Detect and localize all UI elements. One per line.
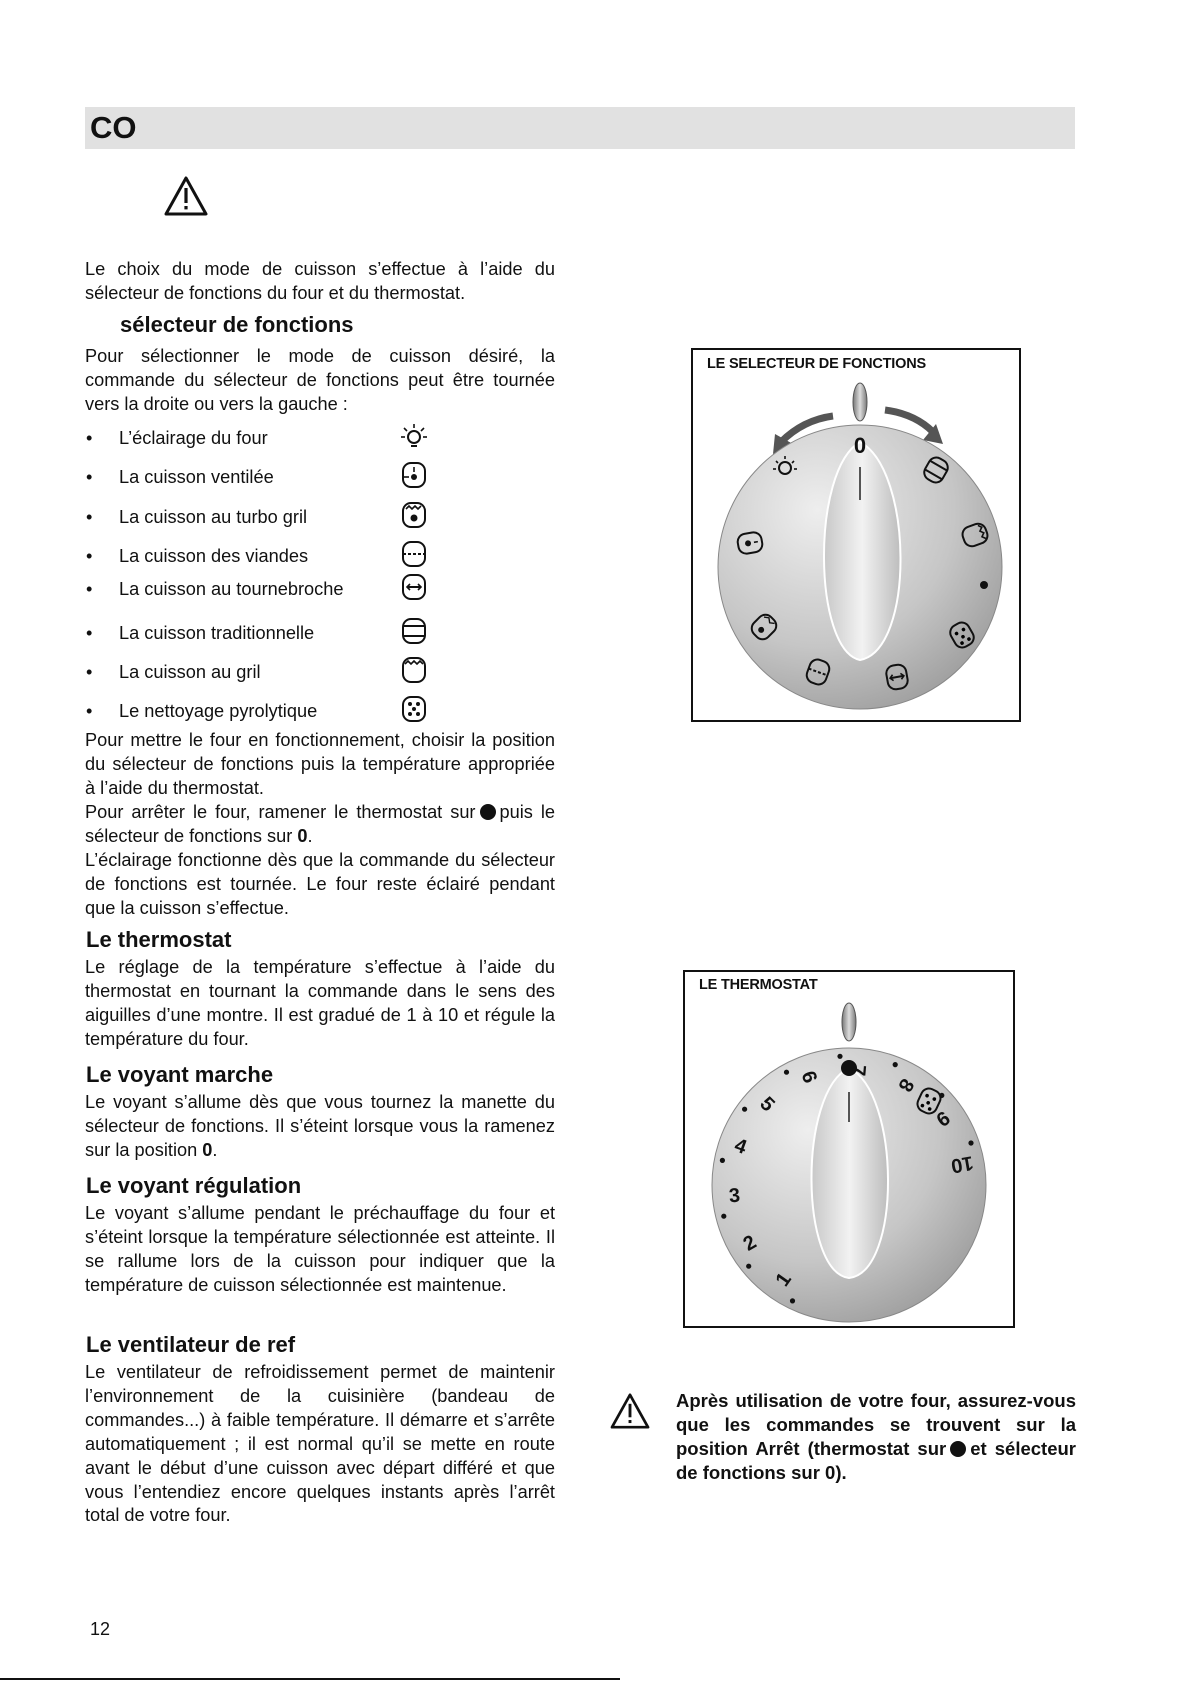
function-list-item: [86, 465, 446, 495]
traditional-oven-icon: [399, 616, 429, 646]
function-label: L’éclairage du four: [119, 428, 268, 448]
thermostat-mark: 5: [755, 1092, 779, 1117]
thermostat-mark-dot: [893, 1062, 898, 1067]
voyant-marche-heading: Le voyant marche: [86, 1062, 274, 1087]
thermostat-mark: 8: [893, 1074, 918, 1096]
light-paragraph: L’éclairage fonctionne dès que la commande du sélecteur de fonctions est tournée. Le four reste éclairé pendant que la cuisson s’effectue.: [85, 850, 555, 918]
function-label: La cuisson au turbo gril: [119, 507, 308, 527]
thermostat-mark-dot: [939, 1093, 944, 1098]
thermostat-mark-dot: [742, 1107, 747, 1112]
stop-text-a: Pour arrêter le four, ramener le thermostat sur: [85, 802, 476, 822]
selector-lead: Pour sélectionner le mode de cuisson désiré, la commande du sélecteur de fonctions peut être tournée vers la droite ou vers la gauche :: [85, 346, 555, 414]
ventilateur-heading: Le ventilateur de ref: [86, 1332, 296, 1357]
thermostat-mark: 9: [931, 1105, 954, 1131]
section-header-bar: [85, 107, 1075, 149]
bullet: •: [86, 507, 93, 527]
function-list-item: [86, 660, 446, 690]
knob-pointer: [853, 383, 867, 421]
off-dot-icon: [480, 804, 496, 820]
bullet: •: [86, 623, 93, 643]
function-list-item: [86, 505, 446, 535]
function-label: La cuisson au gril: [119, 662, 261, 682]
warning-note-text-a: Après utilisation de votre four, assurez-vous que les commandes se trouvent sur la position Arrêt (thermostat sur: [676, 1390, 1076, 1459]
thermostat-mark: 2: [739, 1231, 761, 1256]
thermostat-mark: 6: [796, 1068, 821, 1087]
fan-oven-icon: [399, 460, 429, 490]
bottom-rule: [0, 1678, 620, 1680]
bullet: •: [86, 428, 93, 448]
thermostat-pointer: [842, 1003, 856, 1041]
turbo-grill-icon: [399, 500, 429, 530]
pyrolytic-icon: [399, 694, 429, 724]
warning-triangle-icon: [164, 176, 208, 216]
stop-paragraph: [85, 801, 555, 849]
function-list-item: [86, 577, 446, 607]
grill-icon: [399, 655, 429, 685]
thermostat-mark-dot: [746, 1264, 751, 1269]
stop-text-b: puis le sélecteur de fonctions sur: [85, 802, 556, 846]
thermostat-heading: Le thermostat: [86, 927, 232, 952]
function-list-item: [86, 621, 446, 651]
dial-off-dot-icon: [980, 581, 988, 589]
function-label: La cuisson ventilée: [119, 467, 274, 487]
voyant-marche-end: .: [212, 1139, 218, 1160]
thermostat-mark: 4: [731, 1134, 750, 1159]
selector-heading: sélecteur de fonctions: [120, 312, 354, 337]
rotisserie-icon: [399, 572, 429, 602]
thermostat-panel: [683, 970, 1015, 1328]
voyant-marche-zero: 0: [202, 1139, 213, 1160]
function-label: La cuisson au tournebroche: [119, 579, 344, 599]
selector-panel: [691, 348, 1021, 722]
function-label: La cuisson traditionnelle: [119, 623, 315, 643]
function-list-item: [86, 426, 446, 456]
voyant-marche-text: Le voyant s’allume dès que vous tournez la manette du sélecteur de fonctions. Il s’éteint lorsque vous la ramenez sur la position: [85, 1092, 555, 1160]
section-code: CO: [90, 110, 137, 145]
stop-text-end: .: [307, 825, 313, 846]
warning-note-icon: [610, 1393, 650, 1429]
thermostat-mark-dot: [721, 1214, 726, 1219]
intro-paragraph: Le choix du mode de cuisson s’effectue à l’aide du sélecteur de fonctions du four et du thermostat.: [85, 259, 555, 303]
thermostat-panel-title: LE THERMOSTAT: [699, 977, 818, 993]
function-list-item: [86, 544, 446, 574]
voyant-marche-paragraph: [85, 1091, 555, 1163]
function-label: La cuisson des viandes: [119, 546, 309, 566]
voyant-regulation-paragraph: Le voyant s’allume pendant le préchauffage du four et s’éteint lorsque la température sélectionnée est atteinte. Il se rallume lors de la cuisson pour indiquer que la température de cuisson sélectionnée est maintenue.: [85, 1203, 555, 1295]
selector-zero-label: 0: [853, 433, 867, 458]
warning-note-text-b: et sélecteur de fonctions sur 0).: [676, 1438, 1077, 1483]
thermostat-knob-diagram: [685, 972, 1013, 1326]
thermostat-mark: 3: [727, 1184, 741, 1208]
bullet: •: [86, 662, 93, 682]
selector-panel-title: LE SELECTEUR DE FONCTIONS: [707, 356, 926, 372]
page-number: 12: [90, 1619, 111, 1639]
warning-off-dot-icon: [950, 1441, 966, 1457]
thermostat-mark-dot: [784, 1070, 789, 1075]
thermostat-mark-dot: [837, 1054, 842, 1059]
voyant-regulation-heading: Le voyant régulation: [86, 1173, 302, 1198]
function-label: Le nettoyage pyrolytique: [119, 701, 318, 721]
thermostat-paragraph: Le réglage de la température s’effectue à l’aide du thermostat en tournant la commande dans le sens des aiguilles d’une montre. Il est gradué de 1 à 10 et régule la température du four.: [85, 957, 555, 1049]
meat-cooking-icon: [399, 539, 429, 569]
bullet: •: [86, 701, 93, 721]
function-list-item: [86, 699, 446, 729]
lamp-icon: [399, 421, 429, 451]
zero-label: 0: [297, 825, 308, 846]
warning-note: [676, 1389, 1076, 1485]
bullet: •: [86, 579, 93, 599]
thermostat-mark-dot: [790, 1298, 795, 1303]
start-paragraph: Pour mettre le four en fonctionnement, choisir la position du sélecteur de fonctions puis la température appropriée à l’aide du thermostat.: [85, 730, 555, 798]
thermostat-mark-dot: [720, 1158, 725, 1163]
bullet: •: [86, 546, 93, 566]
thermostat-mark: 10: [949, 1151, 975, 1177]
thermostat-mark-dot: [968, 1140, 973, 1145]
thermostat-mark: 1: [771, 1268, 797, 1291]
bullet: •: [86, 467, 93, 487]
ventilateur-paragraph: Le ventilateur de refroidissement permet de maintenir l’environnement de la cuisinière (bandeau de commandes...) à faible température. Il démarre et s’arrête automatiquement ; il est normal qu’il se mette en route avant le début d’une cuisson avec départ différé et que vous l’entendiez encore quelques instants après l’arrêt total de votre four.: [85, 1362, 555, 1526]
selector-knob-diagram: [693, 350, 1019, 720]
thermostat-mark: 7: [846, 1063, 870, 1077]
